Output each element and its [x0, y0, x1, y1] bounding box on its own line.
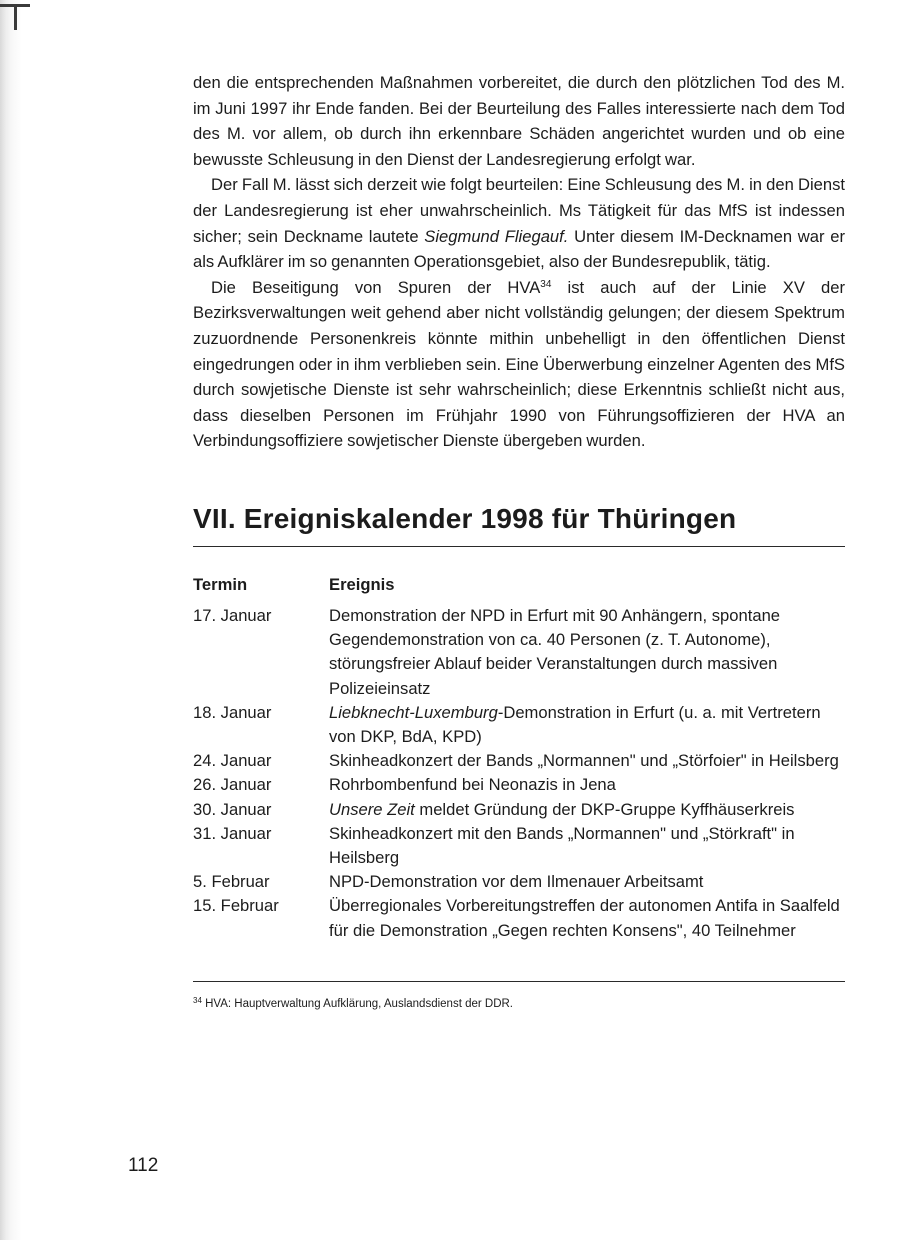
footnote-rule	[193, 981, 845, 982]
header-date: Termin	[193, 574, 248, 594]
row-date: 24. Januar	[193, 751, 272, 771]
paragraph-3-text: Die Beseitigung von Spuren der HVA	[211, 277, 541, 297]
row-date: 18. Januar	[193, 702, 272, 722]
cover-name: Siegmund Fliegauf.	[424, 226, 569, 246]
footnote-reference[interactable]: 34	[540, 278, 552, 290]
paragraph-1: den die entsprechenden Maßnahmen vorbereitet, die durch den plötzlichen Tod des M. im Juni 1997 ihr Ende fanden. Bei der Beurteilung des Falles interessierte nach dem Tod des M. vor allem, ob durch ihn erkennbare Schäden angerichtet wurden und ob eine bewusste Schleusung in den Dienst der Landesregierung erfolgt war.	[193, 73, 845, 169]
table-row	[193, 773, 845, 797]
row-event: Demonstration der NPD in Erfurt mit 90 Anhängern, spontane Gegendemonstration von ca. 40 Personen (z. T. Autonome), störungsfreier Ablauf beider Veranstaltungen durch massiven Polizeieinsatz	[329, 605, 781, 698]
row-event: Rohrbombenfund bei Neonazis in Jena	[329, 775, 616, 795]
footnote-text: HVA: Hauptverwaltung Aufklärung, Auslandsdienst der DDR.	[205, 997, 514, 1010]
row-event: NPD-Demonstration vor dem Ilmenauer Arbeitsamt	[329, 872, 704, 892]
row-date: 30. Januar	[193, 799, 272, 819]
row-event: Skinheadkonzert mit den Bands „Normannen" und „Störkraft" in Heilsberg	[329, 823, 795, 867]
row-date: 17. Januar	[193, 605, 272, 625]
row-event	[329, 798, 845, 822]
row-event-italic: Unsere Zeit	[329, 799, 415, 819]
header-event: Ereignis	[329, 574, 395, 594]
footnote-number: 34	[193, 995, 202, 1005]
paragraph-2	[193, 172, 845, 274]
table-row	[193, 798, 845, 822]
table-row	[193, 870, 845, 894]
table-row	[193, 604, 845, 701]
table-row	[193, 749, 845, 773]
row-event: Überregionales Vorbereitungstreffen der autonomen Antifa in Saalfeld für die Demonstration „Gegen rechten Konsens", 40 Teilnehmer	[329, 896, 840, 940]
paragraph-2-text: Der Fall M. lässt sich derzeit wie folgt beurteilen: Eine Schleusung des M. in den Dienst der Landesregierung ist eher unwahrscheinlich. Ms Tätigkeit für das MfS ist indessen sicher; sein Deckname lautete	[193, 175, 845, 246]
row-date: 5. Februar	[193, 872, 270, 892]
page-number: 112	[128, 1155, 159, 1176]
paragraph-3-text-end: ist auch auf der Linie XV der Bezirksverwaltungen weit gehend aber nicht vollständig gelungen; der diesem Spektrum zuzuordnende Personenkreis könnte mithin unbehelligt in den öffentlichen Dienst eingedrungen oder in ihm verblieben sein. Eine Überwerbung einzelner Agenten des MfS durch sowjetische Dienste ist sehr wahrscheinlich; diese Erkenntnis schließt nicht aus, dass dieselben Personen im Frühjahr 1990 von Führungsoffizieren der HVA an Verbindungsoffiziere sowjetischer Dienste übergeben wurden.	[193, 277, 845, 451]
paragraph-3	[193, 275, 845, 454]
row-date: 31. Januar	[193, 823, 272, 843]
row-event-italic: Liebknecht-Luxemburg	[329, 702, 498, 722]
row-date: 15. Februar	[193, 896, 279, 916]
page-content	[193, 70, 845, 1012]
table-header	[193, 573, 845, 597]
footnote	[193, 996, 845, 1012]
row-event	[329, 701, 845, 749]
table-row	[193, 701, 845, 749]
row-event: Skinheadkonzert der Bands „Normannen" und „Störfoier" in Heilsberg	[329, 751, 839, 771]
scan-edge	[0, 0, 22, 1240]
row-date: 26. Januar	[193, 775, 272, 795]
section-heading: VII. Ereigniskalender 1998 für Thüringen	[193, 502, 737, 534]
heading-rule	[193, 546, 845, 547]
table-row	[193, 822, 845, 870]
table-row	[193, 894, 845, 942]
row-event-text: -Demonstration in Erfurt (u. a. mit Vertretern von DKP, BdA, KPD)	[329, 702, 821, 746]
row-event-text: meldet Gründung der DKP-Gruppe Kyffhäuserkreis	[414, 799, 795, 819]
paragraph-2-text-end: Unter diesem IM-Decknamen war er als Aufklärer im so genannten Operationsgebiet, also der Bundesrepublik, tätig.	[193, 226, 845, 272]
scan-mark	[14, 4, 17, 30]
